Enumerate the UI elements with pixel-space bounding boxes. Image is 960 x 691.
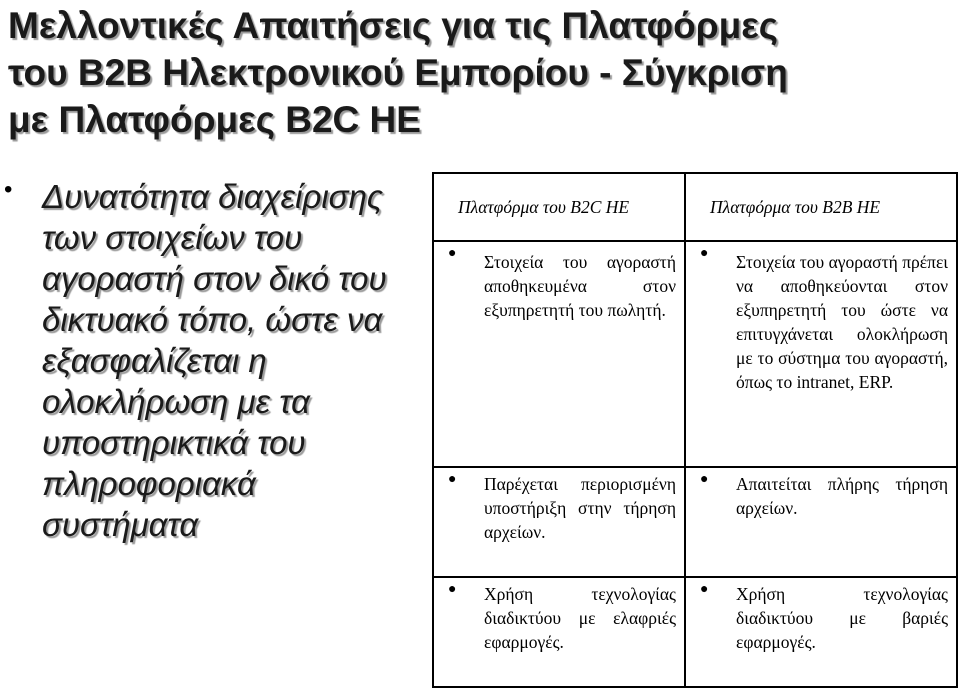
table-row xyxy=(433,241,957,467)
bullet-icon: ● xyxy=(700,246,709,261)
b2b-cell xyxy=(685,241,957,467)
table-row xyxy=(433,467,957,577)
b2b-item xyxy=(686,578,956,654)
b2c-item-text: Χρήση τεχνολογίας διαδικτύου με ελαφριές εφαρμογές. xyxy=(484,584,676,652)
b2c-item xyxy=(434,468,684,544)
left-line: υποστηρικτικά του xyxy=(42,424,306,461)
b2c-item xyxy=(434,578,684,654)
b2b-item-text: Χρήση τεχνολογίας διαδικτύου με βαριές εφαρμογές. xyxy=(736,584,948,652)
table-row xyxy=(433,577,957,687)
slide-title xyxy=(8,2,958,143)
b2c-cell xyxy=(433,467,685,577)
title-line-2: του B2B Ηλεκτρονικού Εμπορίου - Σύγκριση xyxy=(8,52,788,93)
b2b-item xyxy=(686,242,956,394)
b2c-header-cell xyxy=(433,173,685,241)
b2b-cell xyxy=(685,577,957,687)
left-line: ολοκλήρωση με τα xyxy=(42,383,310,420)
b2b-header: Πλατφόρμα του B2B ΗΕ xyxy=(710,197,881,217)
left-line: συστήματα xyxy=(42,506,199,543)
b2c-header: Πλατφόρμα του B2C ΗΕ xyxy=(458,197,630,217)
b2b-item-text: Απαιτείται πλήρης τήρηση αρχείων. xyxy=(736,474,948,518)
left-bullet-icon: • xyxy=(4,176,13,203)
b2b-header-cell xyxy=(685,173,957,241)
left-line: των στοιχείων του xyxy=(42,219,303,256)
bullet-icon: ● xyxy=(700,472,709,487)
left-bullet-text xyxy=(42,176,432,545)
b2b-item-text: Στοιχεία του αγοραστή πρέπει να αποθηκεύονται στον εξυπηρετητή του ώστε να επιτυγχάνεται ολοκλήρωση με το σύστημα του αγοραστή, όπως το intranet, ERP. xyxy=(736,252,948,392)
table-header-row xyxy=(433,173,957,241)
b2c-item-text: Παρέχεται περιορισμένη υποστήριξη στην τήρηση αρχείων. xyxy=(484,474,676,542)
b2b-item xyxy=(686,468,956,520)
left-line: εξασφαλίζεται η xyxy=(42,342,267,379)
b2c-item xyxy=(434,242,684,322)
b2c-item-text: Στοιχεία του αγοραστή αποθηκευμένα στον εξυπηρετητή του πωλητή. xyxy=(484,252,676,320)
left-line: αγοραστή στον δικό του xyxy=(42,260,387,297)
bullet-icon: ● xyxy=(448,582,457,597)
title-line-1: Μελλοντικές Απαιτήσεις για τις Πλατφόρμες xyxy=(8,5,779,46)
left-line: δικτυακό τόπο, ώστε να xyxy=(42,301,383,338)
b2c-cell xyxy=(433,577,685,687)
left-line: Δυνατότητα διαχείρισης xyxy=(42,178,383,215)
bullet-icon: ● xyxy=(700,582,709,597)
bullet-icon: ● xyxy=(448,246,457,261)
title-line-3: με Πλατφόρμες B2C ΗΕ xyxy=(8,99,421,140)
left-line: πληροφοριακά xyxy=(42,465,256,502)
bullet-icon: ● xyxy=(448,472,457,487)
b2c-cell xyxy=(433,241,685,467)
comparison-table xyxy=(432,172,958,688)
b2b-cell xyxy=(685,467,957,577)
